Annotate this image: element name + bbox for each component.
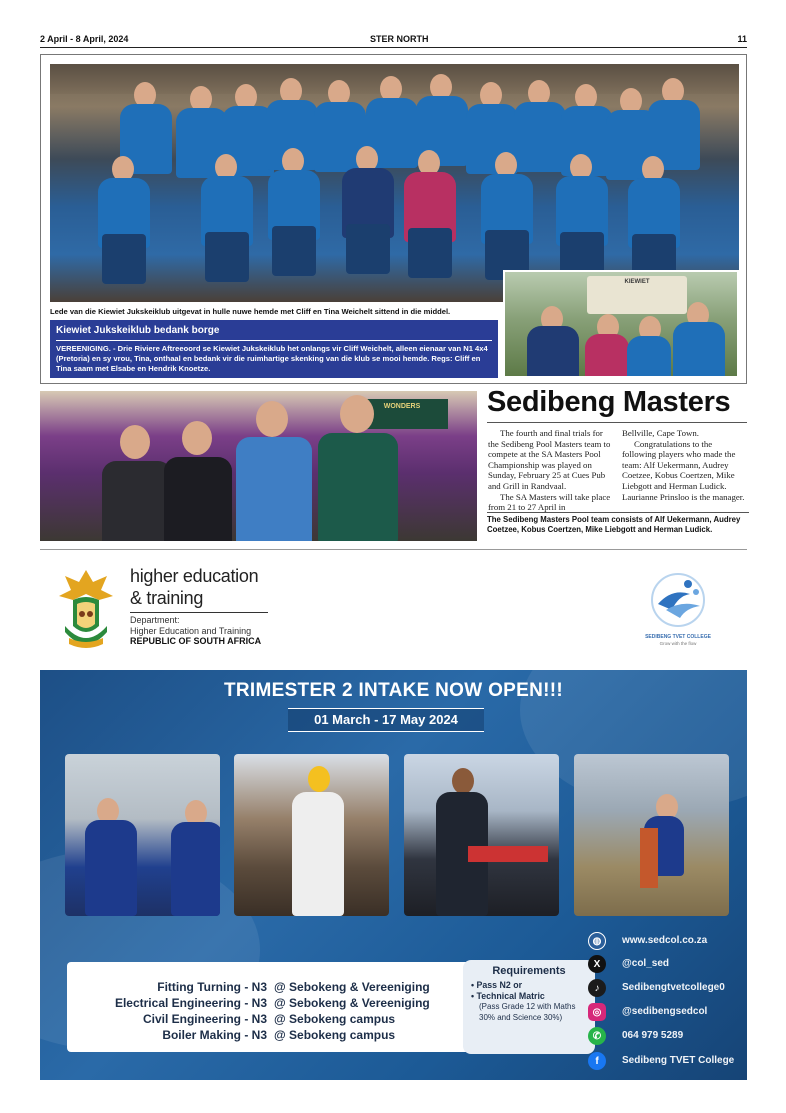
dept-label: Department: xyxy=(130,615,180,625)
country-name: REPUBLIC OF SOUTH AFRICA xyxy=(130,636,262,646)
pool-team-photo xyxy=(40,391,477,541)
course-location: @ Sebokeng & Vereeniging xyxy=(274,980,430,994)
article-title: Kiewiet Jukskeiklub bedank borge xyxy=(56,324,492,341)
paragraph: The fourth and final trials for the Sedibeng Pool Masters team to compete at the SA Masters Pool Championship was played on Sunday, February 25 at Cues Pub and Grill in Randvaal. xyxy=(488,428,611,491)
bar-poster: WONDERS xyxy=(356,399,448,429)
dept-name: Higher Education and Training xyxy=(130,626,252,636)
jukskei-article xyxy=(40,54,747,384)
group-photo xyxy=(50,64,739,302)
requirements-title: Requirements xyxy=(492,965,566,977)
article-column-1 xyxy=(488,428,614,513)
requirement-text: Technical Matric xyxy=(476,991,545,1001)
requirement-item: • Technical Matric xyxy=(471,991,545,1001)
welding-workshop-photo xyxy=(234,754,389,916)
article-textbox xyxy=(50,320,498,378)
social-whatsapp[interactable] xyxy=(588,1027,747,1049)
dept-rule xyxy=(130,612,268,613)
group-photo-caption: Lede van die Kiewiet Jukskeiklub uitgevat in hulle nuwe hemde met Cliff en Tina Weichelt sittend in die middel. xyxy=(50,307,451,316)
intake-dates: 01 March - 17 May 2024 xyxy=(288,708,484,732)
dept-title-line1: higher education xyxy=(130,566,259,586)
whatsapp-number[interactable]: 064 979 5289 xyxy=(622,1030,684,1041)
paragraph: Bellville, Cape Town. xyxy=(622,428,699,438)
tiktok-icon: ♪ xyxy=(588,979,606,997)
x-handle[interactable]: @col_sed xyxy=(622,958,669,969)
coat-of-arms-logo xyxy=(55,566,117,654)
college-tagline: Grow with the flow xyxy=(659,641,697,646)
course-name: Boiler Making - N3 xyxy=(162,1028,267,1042)
sedibeng-tvet-logo xyxy=(642,570,714,630)
facebook-icon: f xyxy=(588,1052,606,1070)
fitting-workshop-photo xyxy=(404,754,559,916)
course-location: @ Sebokeng campus xyxy=(274,1012,396,1026)
instagram-handle[interactable]: @sedibengsedcol xyxy=(622,1006,708,1017)
social-x[interactable] xyxy=(588,955,747,977)
issue-date: 2 April - 8 April, 2024 xyxy=(40,34,129,44)
social-tiktok[interactable] xyxy=(588,979,747,1001)
bricklaying-workshop-photo xyxy=(574,754,729,916)
tiktok-handle[interactable]: Sedibengtvetcollege0 xyxy=(622,982,725,993)
course-name: Civil Engineering - N3 xyxy=(142,1012,267,1026)
headline-rule xyxy=(487,422,747,423)
masthead-rule xyxy=(40,47,747,48)
couple-photo xyxy=(503,270,739,378)
website-link[interactable]: www.sedcol.co.za xyxy=(622,935,708,946)
pool-photo-caption: The Sedibeng Masters Pool team consists of Alf Uekermann, Audrey Coetzee, Kobus Coertzen, Mike Liebgott and Herman Ludick. xyxy=(487,512,749,535)
intake-advert xyxy=(40,670,747,1080)
globe-icon: ◍ xyxy=(588,932,606,950)
x-icon: X xyxy=(588,955,606,973)
requirement-note: (Pass Grade 12 with Maths 30% and Science 30%) xyxy=(479,1002,576,1022)
page-number: 11 xyxy=(737,34,747,44)
electrical-workshop-photo xyxy=(65,754,220,916)
paper-name: STER NORTH xyxy=(370,34,429,44)
social-instagram[interactable] xyxy=(588,1003,747,1025)
dept-title-line2: & training xyxy=(130,588,204,608)
article-headline: Sedibeng Masters xyxy=(487,386,731,418)
facebook-page[interactable]: Sedibeng TVET College xyxy=(622,1055,735,1066)
requirements-box xyxy=(463,960,595,1054)
social-website[interactable] xyxy=(588,932,747,954)
masthead xyxy=(40,34,747,48)
course-name: Electrical Engineering - N3 xyxy=(114,996,267,1010)
advert-headline: TRIMESTER 2 INTAKE NOW OPEN!!! xyxy=(223,680,564,701)
course-location: @ Sebokeng campus xyxy=(274,1028,396,1042)
paragraph: Congratulations to the following players who made the team: Alf Uekermann, Audrey Coetzee, Kobus Coertzen, Mike Liebgott and Herman Ludick. Laurianne Prinsloo is the manager. xyxy=(622,438,745,502)
instagram-icon: ◎ xyxy=(588,1003,606,1021)
paragraph: The SA Masters will take place from 21 to 27 April in xyxy=(488,491,611,513)
college-name: SEDIBENG TVET COLLEGE xyxy=(645,634,711,640)
requirement-item: • Pass N2 or xyxy=(471,980,523,990)
social-facebook[interactable] xyxy=(588,1052,747,1074)
whatsapp-icon: ✆ xyxy=(588,1027,606,1045)
course-location: @ Sebokeng & Vereeniging xyxy=(274,996,430,1010)
club-sign: KIEWIET xyxy=(587,276,687,314)
course-name: Fitting Turning - N3 xyxy=(157,980,267,994)
requirement-text: Pass N2 or xyxy=(476,980,523,990)
article-body: VEREENIGING. - Drie Riviere Aftreeoord se Kiewiet Jukskeiklub het onlangs vir Cliff Weichelt, alleen eienaar van N1 4x4 (Pretoria) en sy vrou, Tina, onthaal en bedank vir die ruimhartige skenking van die klub se mooi hemde. Regs: Cliff en Tina saam met Elsabe en Hendrik Knoetze. xyxy=(56,344,488,373)
article-column-2 xyxy=(622,428,748,502)
section-divider xyxy=(40,549,747,550)
